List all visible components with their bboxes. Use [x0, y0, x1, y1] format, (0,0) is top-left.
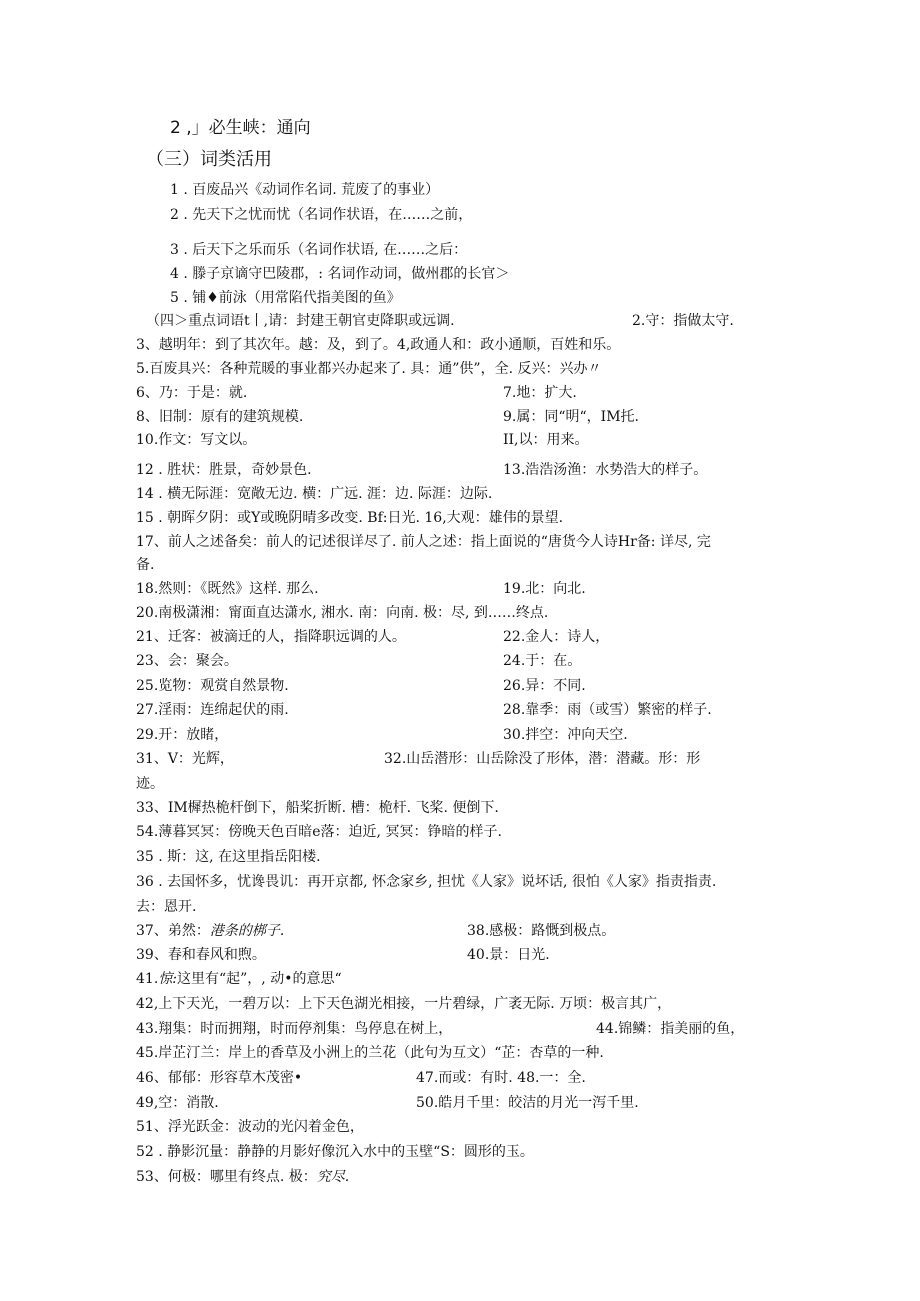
word-class-item-2: 2 . 先天下之忧而忧（名词作状语，在……之前，	[170, 207, 473, 223]
entry-34: 54.薄暮冥冥：傍晚天色百暗e落：迫近, 冥冥：铮暗的样子.	[136, 824, 502, 840]
entry-45: 45.岸芷汀兰：岸上的香草及小洲上的兰花（此句为互文）“芷：杏草的一种.	[136, 1045, 604, 1061]
entry-46: 46、郁郁：形容草木茂密•	[136, 1070, 303, 1086]
entry-53-def: 究尽.	[316, 1169, 350, 1185]
entry-7: 7.地：扩大.	[503, 385, 577, 401]
entry-53-term: 53、何极：哪里有终点. 极：	[136, 1169, 317, 1185]
entry-36-cont: 去：恩开.	[136, 899, 197, 915]
entry-17-cont: 备.	[136, 557, 155, 573]
word-class-item-3: 3 . 后天下之乐而乐（名词作状语, 在……之后：	[170, 242, 468, 258]
entry-39: 39、春和春风和煦。	[136, 947, 266, 963]
entry-5: 5.百废具兴：各种荒暖的事业都兴办起来了. 具：通”供”，全. 反兴：兴办〃	[136, 361, 602, 377]
entry-9: 9.属：同“明“，IM托.	[503, 409, 639, 425]
entry-37-def: 港条的梆子.	[209, 923, 285, 939]
entry-27: 27.淫雨：连绵起伏的雨.	[136, 702, 289, 718]
entry-22: 22.金人：诗人，	[503, 629, 610, 645]
entry-8: 8、旧制：原有的建筑规模.	[136, 409, 304, 425]
entry-6: 6、乃：于是：就.	[136, 385, 248, 401]
entry-33: 33、IM樨热桅杆倒下，船桨折断. 槽：桅杆. 飞桨. 便倒下.	[136, 800, 499, 816]
word-class-item-1: 1 . 百废品兴《动词作名词. 荒废了的事业）	[170, 182, 440, 198]
entry-52: 52 . 静影沉量：静静的月影好像沉入水中的玉壁“S：圆形的玉。	[136, 1144, 534, 1160]
entry-40: 40.景：日光.	[467, 947, 550, 963]
entry-29: 29.开：放睹，	[136, 727, 229, 743]
entry-26: 26.异：不同.	[503, 678, 586, 694]
entry-38: 38.感极：路慨到极点。	[467, 923, 616, 939]
entry-37-term: 37、弟然：	[136, 923, 210, 939]
entry-10: 10.作文：写文以。	[136, 432, 257, 448]
entry-42: 42,上下天光，一碧万以：上下天色湖光相接，一片碧绿，广袤无际. 万顷：极言其广，	[136, 996, 672, 1012]
entry-50: 50.皓月千里：皎洁的月光一泻千里.	[416, 1095, 639, 1111]
entry-2: 2.守：指做太守.	[632, 313, 734, 329]
entry-47-48: 47.而或：有时. 48.一：全.	[416, 1070, 586, 1086]
entry-15-16: 15 . 朝晖夕阴：或Y或晚阴晴多改变. Bf:日光. 16,大观：雄伟的景望.	[136, 510, 564, 526]
entry-44: 44.锦鳞：指美丽的鱼，	[596, 1021, 745, 1037]
entry-36: 36 . 去国怀多，忧谗畏讥：再开京都, 怀念家乡, 担忧《人家》说坏话, 很怕《人家》指责指责.	[136, 874, 717, 890]
entry-11: II,以：用来。	[503, 432, 589, 448]
entry-17: 17、前人之述备矣：前人的记述很详尽了. 前人之述：指上面说的“唐货今人诗Hr备: 详尽, 完	[136, 534, 711, 550]
entry-14: 14 . 横无际涯：宽敞无边. 横：广远. 涯：边. 际涯：边际.	[136, 486, 493, 502]
entry-30: 30.拌空：冲向天空.	[503, 727, 628, 743]
entry-21: 21、迁客：被滴迁的人，指降职远调的人。	[136, 629, 406, 645]
entry-28: 28.靠季：雨（或雪）繁密的样子.	[503, 702, 712, 718]
entry-32-cont: 迹。	[136, 776, 164, 792]
entry-24: 24.于：在。	[503, 653, 582, 669]
entry-13: 13.浩浩汤渔：水势浩大的样子。	[503, 462, 708, 478]
entry-23: 23、会：聚会。	[136, 653, 238, 669]
entry-20: 20.南极潇湘：甯面直达潇水, 湘水. 南：向南. 极：尽, 到……终点.	[136, 605, 549, 621]
entry-3-4: 3、越明年：到了其次年。越：及，到了。4,政通人和：政小通顺，百姓和乐。	[136, 337, 621, 353]
entry-35: 35 . 斯：这, 在这里指岳阳楼.	[136, 849, 321, 865]
entry-25: 25.览物：观赏自然景物.	[136, 678, 289, 694]
word-class-item-4: 4 . 滕子京谪守巴陵郡，: 名词作动词，做州郡的长官＞	[170, 266, 510, 282]
entry-41-term: 惊:	[158, 971, 177, 987]
entry-41	[136, 970, 342, 988]
entry-43: 43.翔集：时而拥翔，时而停剂集：鸟停息在树上，	[136, 1021, 453, 1037]
entry-31: 31、V：光辉，	[136, 751, 234, 767]
entry-41-num: 41.	[136, 971, 159, 987]
entry-37	[136, 922, 284, 940]
item-2-biyao: 2 ,」必生峡：通向	[170, 118, 311, 138]
entry-49: 49,空：消散.	[136, 1095, 219, 1111]
entry-12: 12 . 胜状：胜景，奇妙景色.	[136, 462, 312, 478]
word-class-item-5: 5 . 铺♦前泳（用常陷代指美图的鱼》	[170, 290, 401, 306]
entry-41-def: 这里有“起”，, 动•的意思“	[176, 971, 342, 987]
entry-19: 19.北：向北.	[503, 581, 586, 597]
section-heading-word-class: （三）词类活用	[146, 149, 272, 170]
entry-32: 32.山岳潜形：山岳除没了形体，潜：潜藏。形：形	[384, 751, 701, 767]
entry-18: 18.然则：《既然》这样. 那么.	[136, 581, 319, 597]
section-heading-key-words: （四＞重点词语t丨,请：封建王朝官吏降职或远调.	[146, 313, 455, 329]
entry-51: 51、浮光跃金：波动的光闪着金色，	[136, 1119, 364, 1135]
entry-53	[136, 1168, 349, 1186]
